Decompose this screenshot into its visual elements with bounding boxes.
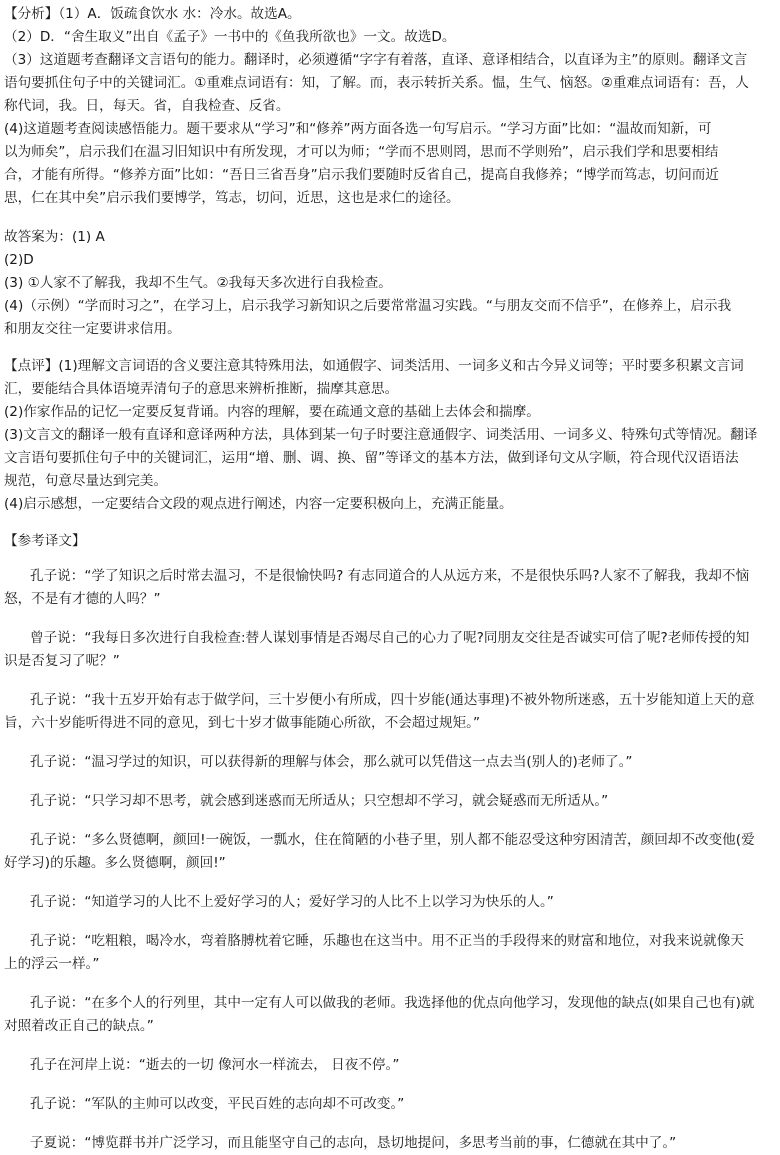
- translation-line: 曾子说：“我每日多次进行自我检查:替人谋划事情是否竭尽自己的心力了呢?同朋友交往是否诚实可信了呢?老师传授的知: [30, 630, 750, 646]
- answer-line: (3) ①人家不了解我，我却不生气。②我每天多次进行自我检查。: [4, 275, 392, 291]
- translation-line: 子夏说：“博览群书并广泛学习，而且能坚守自己的志向，恳切地提问，多思考当前的事，仁德就在其中了。”: [30, 1135, 677, 1151]
- answer-section: [4, 226, 776, 341]
- answer-line: (2)D: [4, 252, 34, 268]
- translation-line: 好学习)的乐趣。多么贤德啊，颜回!”: [4, 855, 226, 871]
- translation-paragraph: [4, 1054, 776, 1077]
- analysis-line: （2）D．“舍生取义”出自《孟子》一书中的《鱼我所欲也》一文。故选D。: [4, 29, 456, 45]
- analysis-line: 合，才能有所得。“修养方面”比如：“吾日三省吾身”启示我们要随时反省自己，提高自我修养；“博学而笃志，切问而近: [4, 167, 719, 183]
- translation-section: [4, 530, 776, 1155]
- translation-paragraph: [4, 1132, 776, 1155]
- analysis-line: 以为师矣”，启示我们在温习旧知识中有所发现，才可以为师；“学而不思则罔，思而不学则殆”，启示我们学和思要相结: [4, 144, 719, 160]
- analysis-line: (4)这道题考查阅读感悟能力。题干要求从“学习”和“修养”两方面各选一句写启示。“学习方面”比如：“温故而知新，可: [4, 121, 712, 137]
- translation-paragraph: [4, 627, 776, 673]
- answer-line: (4)（示例）“学而时习之”，在学习上，启示我学习新知识之后要常常温习实践。“与朋友交而不信乎”，在修养上，启示我: [4, 298, 732, 314]
- analysis-line: 称代词，我。日，每天。省，自我检查、反省。: [4, 98, 290, 114]
- comment-line: (3)文言文的翻译一般有直译和意译两种方法，具体到某一句子时要注意通假字、词类活用、一词多义、特殊句式等情况。翻译: [4, 427, 758, 443]
- analysis-line: 思，仁在其中矣”启示我们要博学，笃志，切问，近思，这也是求仁的途径。: [4, 190, 460, 206]
- comment-section: [4, 355, 776, 516]
- translation-paragraph: [4, 790, 776, 813]
- translation-paragraph: [4, 930, 776, 976]
- translation-line: 孔子说：“知道学习的人比不上爱好学习的人；爱好学习的人比不上以学习为快乐的人。”: [30, 894, 554, 910]
- comment-line: 汇，要能结合具体语境弄清句子的意思来辨析推断，揣摩其意思。: [4, 381, 399, 397]
- translation-paragraph: [4, 565, 776, 611]
- comment-line: (4)启示感想，一定要结合文段的观点进行阐述，内容一定要积极向上，充满正能量。: [4, 496, 513, 512]
- translation-paragraph: [4, 751, 776, 774]
- translation-line: 识是否复习了呢？”: [4, 653, 120, 669]
- comment-line: 规范，句意尽量达到完美。: [4, 473, 168, 489]
- analysis-line: 【分析】（1）A．饭疏食饮水 水：冷水。故选A。: [4, 6, 301, 22]
- translation-line: 对照着改正自己的缺点。”: [4, 1018, 154, 1034]
- analysis-line: （3）这道题考查翻译文言语句的能力。翻译时，必须遵循“字字有着落，直译、意译相结合，以直译为主”的原则。翻译文言: [4, 52, 748, 68]
- comment-line: 文言语句要抓住句子中的关键词汇，运用“增、删、调、换、留”等译文的基本方法，做到译句文从字顺，符合现代汉语语法: [4, 450, 739, 466]
- translation-line: 孔子说：“温习学过的知识，可以获得新的理解与体会，那么就可以凭借这一点去当(别人的)老师了。”: [30, 754, 633, 770]
- translation-line: 上的浮云一样。”: [4, 956, 100, 972]
- translation-paragraph: [4, 689, 776, 735]
- translation-line: 怒，不是有才德的人吗？”: [4, 591, 161, 607]
- translation-line: 孔子说：“军队的主帅可以改变，平民百姓的志向却不可改变。”: [30, 1096, 405, 1112]
- translation-paragraph: [4, 992, 776, 1038]
- analysis-section: [4, 3, 776, 210]
- translation-paragraph: [4, 829, 776, 875]
- translation-line: 孔子说：“吃粗粮，喝冷水，弯着胳膊枕着它睡，乐趣也在这当中。用不正当的手段得来的财富和地位，对我来说就像天: [30, 933, 744, 949]
- translation-line: 孔子说：“在多个人的行列里，其中一定有人可以做我的老师。我选择他的优点向他学习，发现他的缺点(如果自己也有)就: [30, 995, 755, 1011]
- translation-heading: 【参考译文】: [4, 533, 86, 549]
- answer-line: 和朋友交往一定要讲求信用。: [4, 321, 181, 337]
- comment-line: (2)作家作品的记忆一定要反复背诵。内容的理解，要在疏通文意的基础上去体会和揣摩。: [4, 404, 540, 420]
- translation-line: 孔子说：“学了知识之后时常去温习，不是很愉快吗? 有志同道合的人从远方来，不是很快乐吗?人家不了解我，我却不恼: [30, 568, 750, 584]
- translation-line: 孔子说：“我十五岁开始有志于做学问，三十岁便小有所成，四十岁能(通达事理)不被外物所迷惑，五十岁能知道上天的意: [30, 692, 755, 708]
- comment-line: 【点评】(1)理解文言词语的含义要注意其特殊用法，如通假字、词类活用、一词多义和古今异义词等；平时要多积累文言词: [4, 358, 744, 374]
- translation-line: 孔子说：“多么贤德啊，颜回!一碗饭，一瓢水，住在简陋的小巷子里，别人都不能忍受这种穷困清苦，颜回却不改变他(爱: [30, 832, 755, 848]
- translation-line: 旨，六十岁能听得进不同的意见，到七十岁才做事能随心所欲，不会超过规矩。”: [4, 715, 481, 731]
- translation-paragraph: [4, 1093, 776, 1116]
- translation-line: 孔子说：“只学习却不思考，就会感到迷惑而无所适从；只空想却不学习，就会疑惑而无所适从。”: [30, 793, 609, 809]
- translation-line: 孔子在河岸上说：“逝去的一切 像河水一样流去， 日夜不停。”: [30, 1057, 400, 1073]
- answer-line: 故答案为：(1) A: [4, 229, 105, 245]
- translation-paragraph: [4, 891, 776, 914]
- analysis-line: 语句要抓住句子中的关键词汇。①重难点词语有：知，了解。而，表示转折关系。愠，生气、恼怒。②重难点词语有：吾，人: [4, 75, 749, 91]
